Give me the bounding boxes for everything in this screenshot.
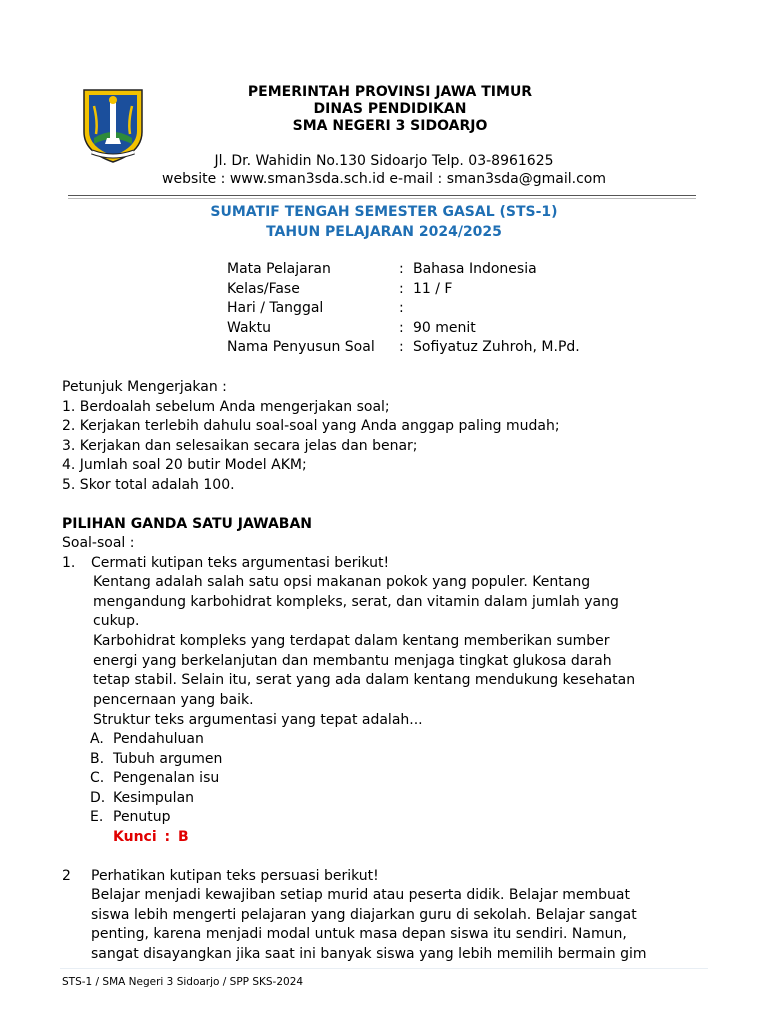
question-1-stem: Struktur teks argumentasi yang tepat adalah... <box>93 712 423 728</box>
option-letter: A. <box>90 731 104 747</box>
instruction-item: 5. Skor total adalah 100. <box>62 476 235 493</box>
text-line: cukup. <box>93 613 140 629</box>
info-label: Waktu <box>227 319 271 336</box>
info-value: 90 menit <box>413 319 476 336</box>
info-label: Hari / Tanggal <box>227 300 324 316</box>
footer-divider <box>60 968 708 969</box>
info-colon: : <box>399 300 404 316</box>
info-colon: : <box>399 319 404 336</box>
answer-option-a[interactable] <box>90 730 204 750</box>
text-line: penting, karena menjadi modal untuk masa depan siswa itu sendiri. Namun, <box>91 926 627 942</box>
question-2-number: 2 <box>62 868 71 884</box>
text-line: sangat disayangkan jika saat ini banyak siswa yang lebih memilih bermain gim <box>91 945 647 962</box>
info-label: Kelas/Fase <box>227 280 300 297</box>
instruction-item: 3. Kerjakan dan selesaikan secara jelas dan benar; <box>62 437 418 454</box>
info-row <box>227 280 580 300</box>
instruction-item: 2. Kerjakan terlebih dahulu soal-soal yang Anda anggap paling mudah; <box>62 418 560 434</box>
instructions <box>62 378 560 495</box>
info-colon: : <box>399 261 404 277</box>
answer-key: Kunci : B <box>113 829 189 845</box>
text-line: tetap stabil. Selain itu, serat yang ada dalam kentang mendukung kesehatan <box>93 672 636 688</box>
soal-label: Soal-soal : <box>62 535 135 551</box>
info-value: Bahasa Indonesia <box>413 261 537 277</box>
option-letter: D. <box>90 790 106 806</box>
header-divider <box>68 195 696 196</box>
question-1-paragraph-1 <box>93 573 712 632</box>
school-address: Jl. Dr. Wahidin No.130 Sidoarjo Telp. 03-8961625 <box>214 153 554 169</box>
school-contact: website : www.sman3sda.sch.id e-mail : sman3sda@gmail.com <box>162 171 606 187</box>
text-line: energi yang berkelanjutan dan membantu menjaga tingkat glukosa darah <box>93 652 612 669</box>
text-line: pencernaan yang baik. <box>93 691 254 708</box>
section-title: PILIHAN GANDA SATU JAWABAN <box>62 516 313 532</box>
option-letter: E. <box>90 809 104 825</box>
text-line: Kentang adalah salah satu opsi makanan pokok yang populer. Kentang <box>93 574 591 590</box>
text-line: Karbohidrat kompleks yang terdapat dalam kentang memberikan sumber <box>93 633 610 649</box>
info-colon: : <box>399 339 404 355</box>
option-text: Pendahuluan <box>113 731 204 747</box>
exam-title: SUMATIF TENGAH SEMESTER GASAL (STS-1) <box>210 204 558 220</box>
answer-option-e[interactable] <box>90 808 171 828</box>
info-row <box>227 260 580 280</box>
question-2-paragraph <box>91 886 712 964</box>
question-1-prompt: Cermati kutipan teks argumentasi berikut! <box>91 555 390 571</box>
info-value: 11 / F <box>413 280 453 297</box>
text-line: siswa lebih mengerti pelajaran yang diajarkan guru di sekolah. Belajar sangat <box>91 906 637 923</box>
answer-option-d[interactable] <box>90 789 194 809</box>
question-1-number: 1. <box>62 555 76 571</box>
instruction-item: 4. Jumlah soal 20 butir Model AKM; <box>62 457 307 473</box>
info-label: Mata Pelajaran <box>227 261 331 277</box>
question-2-prompt: Perhatikan kutipan teks persuasi berikut! <box>91 868 379 884</box>
option-text: Pengenalan isu <box>113 770 220 786</box>
instruction-item: 1. Berdoalah sebelum Anda mengerjakan soal; <box>62 398 390 415</box>
option-text: Tubuh argumen <box>113 751 223 767</box>
info-row <box>227 319 580 339</box>
page-footer: STS-1 / SMA Negeri 3 Sidoarjo / SPP SKS-2024 <box>62 976 304 988</box>
institution-line-1: PEMERINTAH PROVINSI JAWA TIMUR <box>247 84 533 100</box>
option-letter: B. <box>90 751 105 767</box>
institution-line-2: DINAS PENDIDIKAN <box>313 101 467 117</box>
option-text: Penutup <box>113 809 171 825</box>
header-divider-thin <box>68 198 696 199</box>
question-1-paragraph-2 <box>93 632 712 710</box>
exam-year: TAHUN PELAJARAN 2024/2025 <box>266 224 502 240</box>
exam-info-table <box>227 260 580 358</box>
text-line: mengandung karbohidrat kompleks, serat, dan vitamin dalam jumlah yang <box>93 593 619 610</box>
instructions-heading: Petunjuk Mengerjakan : <box>62 379 227 395</box>
option-letter: C. <box>90 770 105 786</box>
institution-line-3: SMA NEGERI 3 SIDOARJO <box>292 118 488 134</box>
info-colon: : <box>399 280 404 297</box>
answer-option-b[interactable] <box>90 750 222 770</box>
option-text: Kesimpulan <box>113 790 195 806</box>
info-row <box>227 338 580 358</box>
answer-option-c[interactable] <box>90 769 219 789</box>
text-line: Belajar menjadi kewajiban setiap murid atau peserta didik. Belajar membuat <box>91 887 630 903</box>
info-label: Nama Penyusun Soal <box>227 339 375 355</box>
info-value: Sofiyatuz Zuhroh, M.Pd. <box>413 339 580 355</box>
info-row <box>227 299 580 319</box>
